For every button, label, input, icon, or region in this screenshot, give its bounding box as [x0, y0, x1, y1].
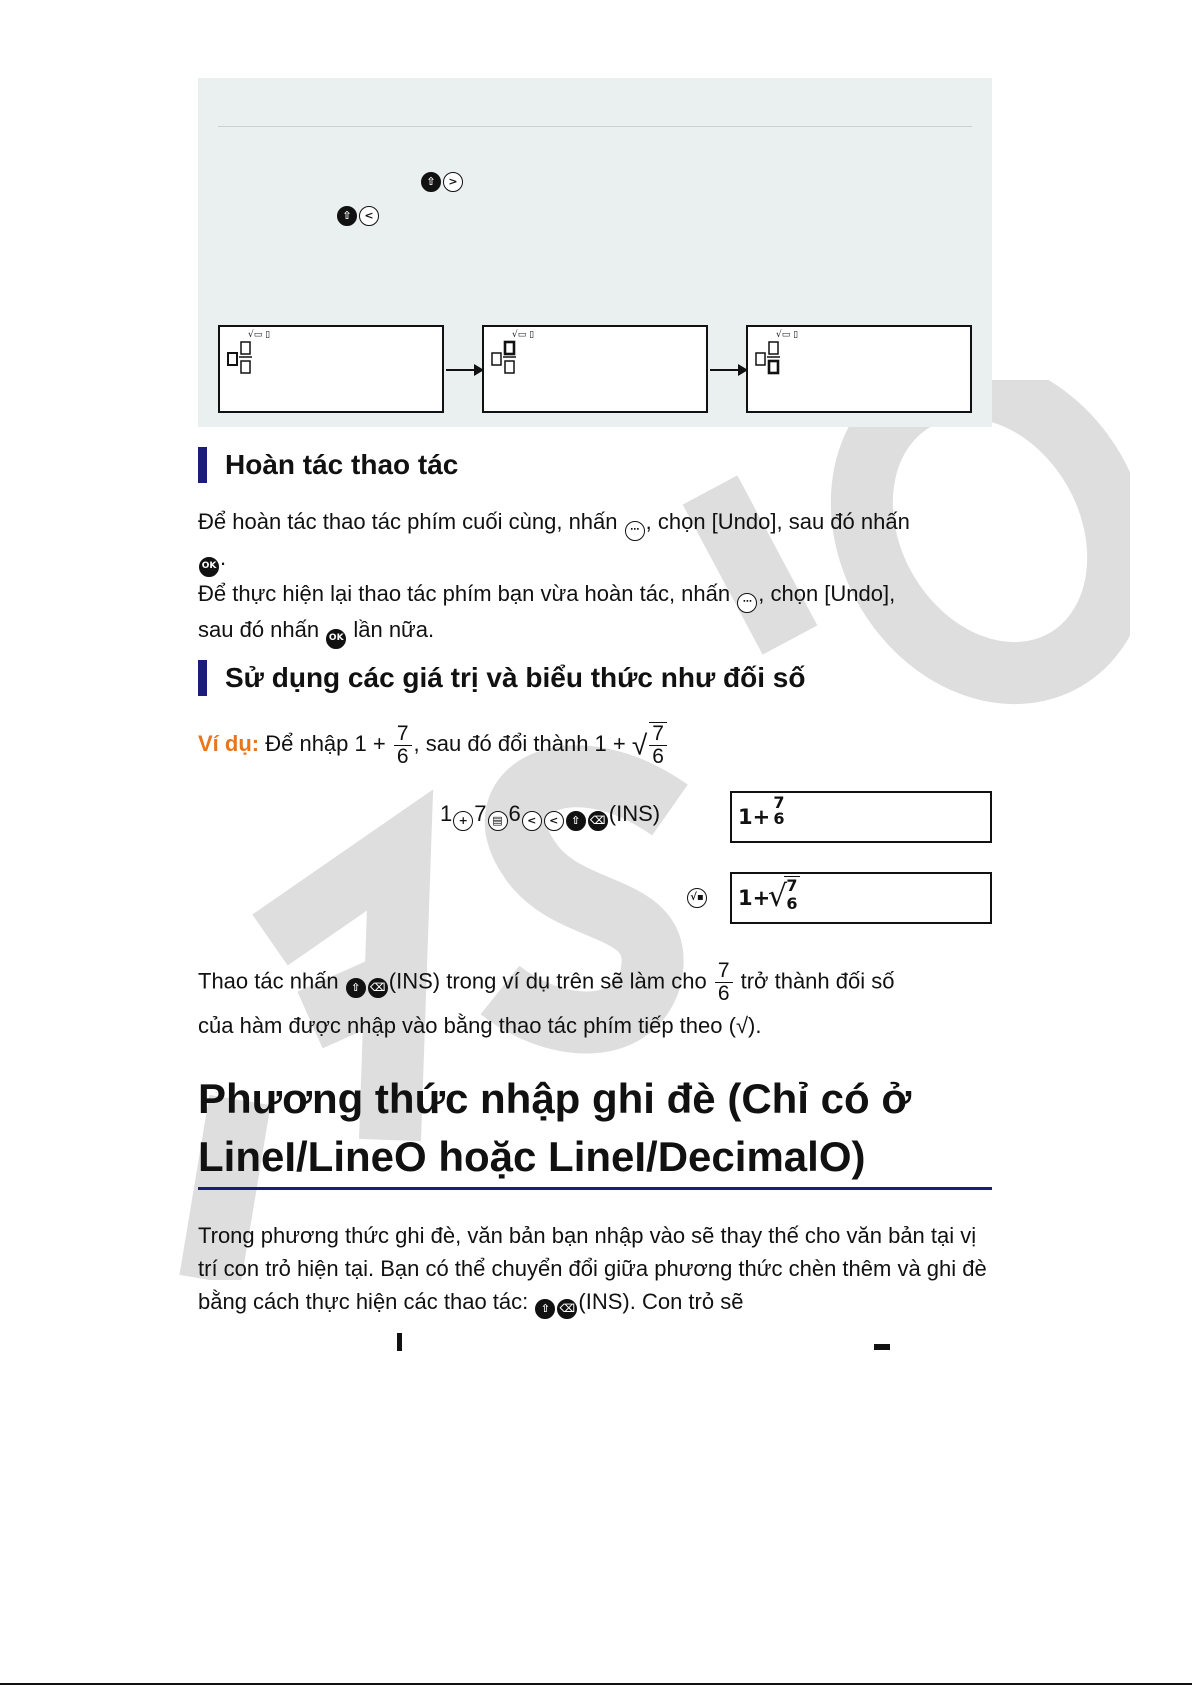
key-text: (INS)	[608, 801, 661, 826]
text: Để nhập 1 +	[259, 730, 392, 756]
text: lần nữa.	[347, 617, 435, 642]
shift-key-icon: ⇧	[337, 206, 357, 226]
text: Thao tác nhấn	[198, 968, 345, 994]
shift-key-icon: ⇧	[566, 811, 586, 831]
display-fraction	[784, 876, 800, 913]
args-paragraph	[198, 960, 998, 1042]
key-seq-shift-left	[336, 203, 380, 226]
heading-underline	[198, 1187, 992, 1190]
key-text: 7	[474, 801, 487, 826]
example-box	[198, 78, 992, 427]
fraction-template-icon	[754, 339, 794, 379]
fraction	[394, 723, 412, 768]
fraction-key-icon: ▤	[488, 811, 508, 831]
sqrt-key	[686, 884, 708, 908]
fraction-template-icon	[490, 339, 530, 379]
denominator: 6	[396, 744, 409, 768]
key-seq-shift-right	[420, 169, 464, 192]
lcd-indicator: √▭ ▯	[776, 330, 799, 340]
denominator: 6	[786, 894, 798, 913]
denominator: 6	[773, 809, 785, 828]
insert-cursor-icon	[397, 1333, 402, 1351]
options-key-icon: ⋯	[625, 521, 645, 541]
delete-key-icon: ⌫	[368, 978, 388, 998]
key-text: 1	[440, 801, 453, 826]
numerator: 7	[394, 723, 412, 746]
fraction-template-icon	[226, 339, 266, 379]
right-arrow-key-icon: >	[443, 172, 463, 192]
delete-key-icon: ⌫	[557, 1299, 577, 1319]
denominator: 6	[717, 982, 730, 1005]
numerator: 7	[649, 723, 667, 746]
shift-key-icon: ⇧	[346, 978, 366, 998]
display-step-2	[730, 872, 992, 924]
display-step-1	[730, 791, 992, 843]
sqrt-key-icon: √▪	[687, 888, 707, 908]
key-sequence	[440, 797, 660, 831]
text: (INS) trong ví dụ trên sẽ làm cho	[388, 968, 713, 994]
text: Để thực hiện lại thao tác phím bạn vừa hoàn tác, nhấn	[198, 581, 737, 606]
lcd-screen-2	[482, 325, 708, 413]
args-heading: Sử dụng các giá trị và biểu thức như đối số	[198, 660, 805, 696]
numerator: 7	[786, 876, 798, 895]
text: Trong phương thức ghi đè, văn bản bạn nhập vào sẽ thay thế cho văn bản tại vị trí con trỏ hiện tại. Bạn có thể chuyển đổi giữa phương thức chèn thêm và ghi đè bằng cách thực hiện các thao tác:	[198, 1223, 987, 1314]
text: Để hoàn tác thao tác phím cuối cùng, nhấn	[198, 509, 624, 534]
undo-heading: Hoàn tác thao tác	[198, 447, 458, 483]
box-divider	[218, 126, 972, 127]
overwrite-cursor-icon	[874, 1344, 890, 1350]
left-arrow-key-icon: <	[359, 206, 379, 226]
shift-key-icon: ⇧	[535, 1299, 555, 1319]
sqrt-icon: √	[735, 1013, 749, 1038]
display-fraction	[772, 795, 786, 827]
text: , chọn [Undo], sau đó nhấn	[645, 509, 910, 534]
sqrt-icon: √	[631, 729, 648, 761]
example-line	[198, 722, 998, 768]
fraction	[649, 722, 667, 768]
overwrite-heading: Phương thức nhập ghi đè (Chỉ có ở LineI/LineO hoặc LineI/DecimalO)	[198, 1075, 912, 1180]
ok-key-icon: OK	[199, 557, 219, 577]
text: sau đó nhấn	[198, 617, 326, 642]
shift-key-icon: ⇧	[421, 172, 441, 192]
text: .	[220, 545, 227, 570]
undo-paragraph	[198, 505, 998, 649]
lcd-screen-3	[746, 325, 972, 413]
key-text: 6	[508, 801, 521, 826]
display-text: 1+	[738, 886, 771, 910]
overwrite-paragraph	[198, 1219, 994, 1319]
plus-key-icon: +	[453, 811, 473, 831]
lcd-indicator: √▭ ▯	[248, 330, 271, 340]
options-key-icon: ⋯	[737, 593, 757, 613]
text: trở thành đối số	[734, 968, 895, 994]
left-arrow-key-icon: <	[522, 811, 542, 831]
lcd-indicator: √▭ ▯	[512, 330, 535, 340]
text: ).	[748, 1013, 762, 1038]
text: (INS). Con trỏ sẽ	[578, 1289, 744, 1314]
ok-key-icon: OK	[326, 629, 346, 649]
arrow-right-icon	[446, 369, 482, 371]
denominator: 6	[652, 745, 664, 768]
text: , sau đó đổi thành 1 +	[413, 730, 632, 756]
example-label: Ví dụ:	[198, 730, 260, 756]
fraction	[715, 960, 733, 1005]
text: của hàm được nhập vào bằng thao tác phím tiếp theo (	[198, 1013, 736, 1038]
numerator: 7	[715, 960, 733, 983]
sqrt-icon: √	[768, 879, 788, 914]
numerator: 7	[773, 793, 785, 812]
delete-key-icon: ⌫	[588, 811, 608, 831]
text: , chọn [Undo],	[758, 581, 896, 606]
arrow-right-icon	[710, 369, 746, 371]
display-text: 1+	[738, 805, 771, 829]
lcd-screen-1	[218, 325, 444, 413]
text-line	[198, 1009, 761, 1042]
left-arrow-key-icon: <	[544, 811, 564, 831]
